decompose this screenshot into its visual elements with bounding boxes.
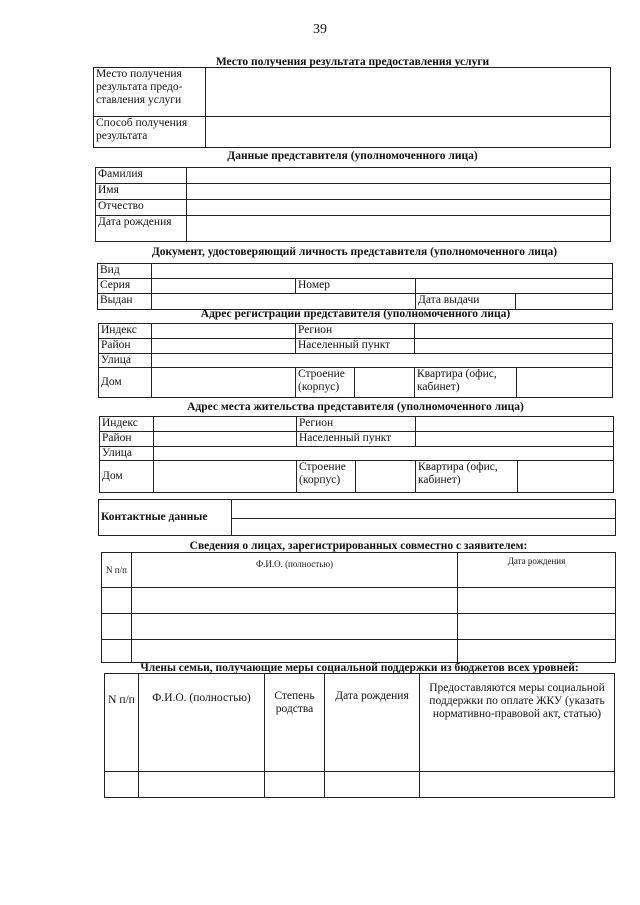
reg-region-label: Регион [296, 324, 415, 339]
section-title-representative: Данные представителя (уполномоченного лица) [227, 150, 478, 162]
res-building-label: Строение (корпус) [297, 461, 356, 493]
coreg-col-dob: Дата рождения [458, 553, 616, 588]
patronymic-label: Отчество [96, 200, 187, 216]
res-region-label: Регион [297, 417, 416, 432]
section-title-result-place: Место получения результата предоставления услуги [215, 56, 490, 68]
patronymic-field[interactable] [187, 200, 611, 216]
result-method-field[interactable] [206, 117, 611, 148]
section-title-id-document: Документ, удостоверяющий личность представителя (уполномоченного лица) [151, 246, 558, 258]
family-col-relation: Степень родства [265, 674, 325, 772]
res-street-label: Улица [100, 447, 154, 461]
res-apartment-field[interactable] [518, 461, 614, 493]
reg-street-field[interactable] [152, 354, 613, 368]
family-members-table [104, 673, 615, 798]
family-col-dob: Дата рождения [325, 674, 420, 772]
id-document-table [97, 263, 613, 310]
doc-type-field[interactable] [152, 264, 613, 279]
coreg-col-fio: Ф.И.О. (полностью) [132, 553, 458, 588]
table-row[interactable] [265, 772, 325, 798]
result-place-label: Место получения результата предо-ставления услуги [94, 68, 206, 117]
res-house-label: Дом [100, 461, 154, 493]
family-col-fio: Ф.И.О. (полностью) [139, 674, 265, 772]
surname-label: Фамилия [96, 168, 187, 184]
reg-house-label: Дом [99, 368, 152, 398]
doc-number-label: Номер [296, 279, 416, 294]
table-row[interactable] [102, 640, 132, 663]
section-title-residence-address: Адрес места жительства представителя (уполномоченного лица) [187, 401, 524, 413]
reg-index-field[interactable] [152, 324, 296, 339]
res-index-label: Индекс [100, 417, 154, 432]
doc-series-label: Серия [98, 279, 152, 294]
table-row[interactable] [458, 614, 616, 640]
representative-table [95, 167, 611, 242]
section-title-coregistered: Сведения о лицах, зарегистрированных совместно с заявителем: [189, 540, 528, 552]
table-row[interactable] [132, 614, 458, 640]
table-row[interactable] [105, 772, 139, 798]
res-locality-field[interactable] [416, 432, 614, 447]
doc-series-field[interactable] [152, 279, 296, 294]
registration-address-table [98, 323, 613, 398]
reg-locality-label: Населенный пункт [296, 339, 415, 354]
residence-address-table [99, 416, 614, 493]
table-row[interactable] [325, 772, 420, 798]
family-col-n: N п/п [105, 674, 139, 772]
res-region-field[interactable] [416, 417, 614, 432]
reg-district-field[interactable] [152, 339, 296, 354]
res-street-field[interactable] [154, 447, 614, 461]
contact-field-2[interactable] [232, 519, 616, 536]
reg-building-label: Строение (корпус) [296, 368, 355, 398]
surname-field[interactable] [187, 168, 611, 184]
reg-building-field[interactable] [355, 368, 415, 398]
res-building-field[interactable] [356, 461, 416, 493]
reg-apartment-label: Квартира (офис, кабинет) [415, 368, 517, 398]
table-row[interactable] [458, 640, 616, 663]
reg-street-label: Улица [99, 354, 152, 368]
section-title-family-members: Члены семьи, получающие меры социальной поддержки из бюджетов всех уровней: [140, 662, 579, 674]
table-row[interactable] [139, 772, 265, 798]
res-district-label: Район [100, 432, 154, 447]
res-locality-label: Населенный пункт [297, 432, 416, 447]
coreg-col-n: N п/п [102, 553, 132, 588]
table-row[interactable] [420, 772, 615, 798]
result-place-field[interactable] [206, 68, 611, 117]
contact-field-1[interactable] [232, 500, 616, 519]
family-col-measures: Предоставляются меры социальной поддержки по оплате ЖКУ (указать нормативно-правовой акт, статью) [420, 674, 615, 772]
birth-date-label: Дата рождения [96, 216, 187, 242]
birth-date-field[interactable] [187, 216, 611, 242]
reg-index-label: Индекс [99, 324, 152, 339]
reg-district-label: Район [99, 339, 152, 354]
coregistered-table [101, 552, 616, 663]
name-label: Имя [96, 184, 187, 200]
res-apartment-label: Квартира (офис, кабинет) [416, 461, 518, 493]
section-title-registration-address: Адрес регистрации представителя (уполномоченного лица) [200, 308, 511, 320]
res-house-field[interactable] [154, 461, 297, 493]
reg-apartment-field[interactable] [517, 368, 613, 398]
table-row[interactable] [102, 614, 132, 640]
page-number: 39 [313, 22, 327, 37]
res-index-field[interactable] [154, 417, 297, 432]
reg-house-field[interactable] [152, 368, 296, 398]
res-district-field[interactable] [154, 432, 297, 447]
reg-region-field[interactable] [415, 324, 613, 339]
table-row[interactable] [132, 588, 458, 614]
result-method-label: Способ получения результата [94, 117, 206, 148]
name-field[interactable] [187, 184, 611, 200]
table-row[interactable] [458, 588, 616, 614]
table-row[interactable] [102, 588, 132, 614]
doc-issue-date-label: Дата выдачи [416, 294, 516, 310]
contact-table [98, 499, 616, 536]
contact-label: Контактные данные [99, 500, 232, 536]
table-row[interactable] [132, 640, 458, 663]
result-place-table [93, 67, 611, 148]
doc-issued-label: Выдан [98, 294, 152, 310]
doc-number-field[interactable] [416, 279, 613, 294]
doc-type-label: Вид [98, 264, 152, 279]
reg-locality-field[interactable] [415, 339, 613, 354]
